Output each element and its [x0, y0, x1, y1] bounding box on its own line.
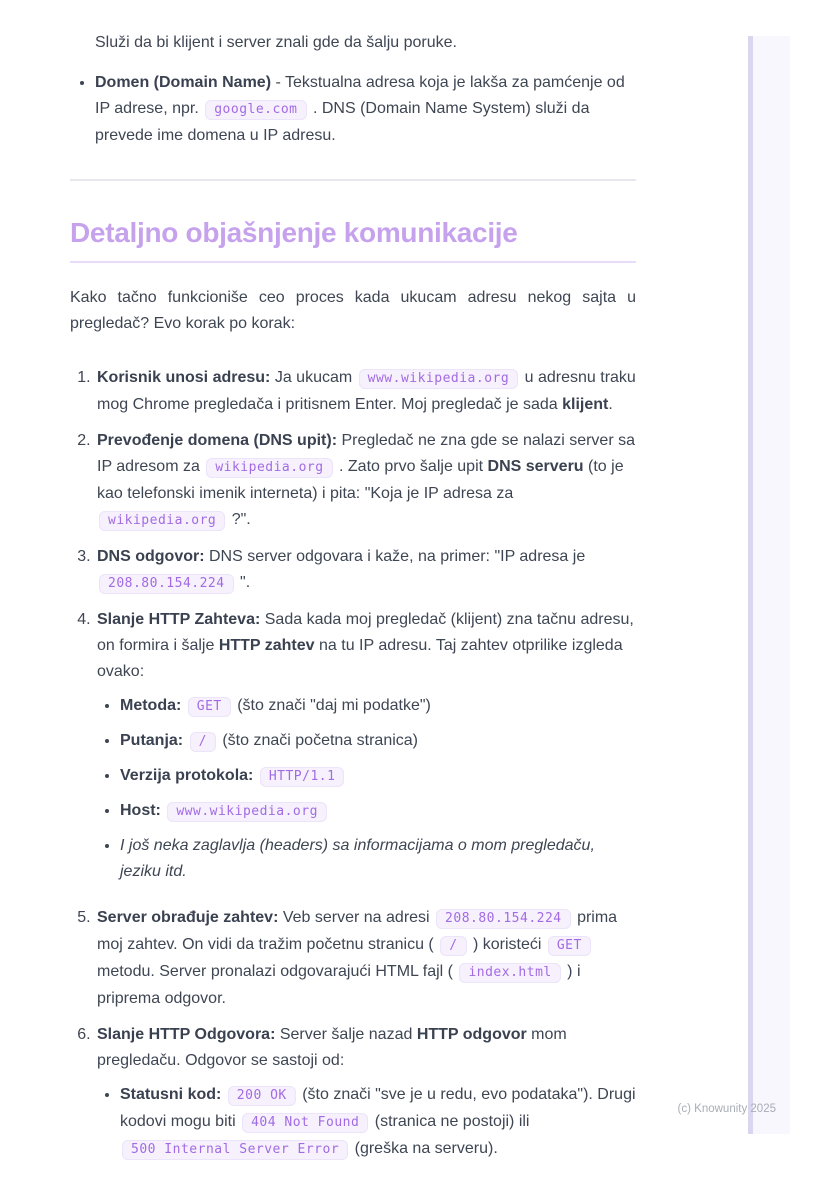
bold-text: Slanje HTTP Zahteva: — [97, 611, 261, 628]
domen-bullet-list — [70, 70, 636, 149]
steps-list — [70, 365, 636, 1163]
step-item-6-text: Slanje HTTP Odgovora: Server šalje nazad HTTP odgovor mom pregledaču. Odgovor se sastoji od: — [97, 1026, 567, 1069]
domen-bullet-item: • Domen (Domain Name) - Tekstualna adresa koja je lakša za pamćenje od IP adrese, npr. google.com . DNS (Domain Name System) služi da prevede ime domena u IP adresu. — [95, 70, 636, 149]
intro-paragraph: Kako tačno funkcioniše ceo proces kada ukucam adresu nekog sajta u pregledač? Evo korak po korak: — [70, 289, 636, 332]
inline-code-chip: index.html — [459, 963, 560, 983]
inline-code-chip: 208.80.154.224 — [436, 909, 571, 929]
step-item-2: 2. Prevođenje domena (DNS upit): Pregledač ne zna gde se nalazi server sa IP adresom za wikipedia.org . Zato prvo šalje upit DNS serveru (to je kao telefonski imenik interneta) i pita: "Koja je IP adresa za wikipedia.org ?". — [95, 428, 636, 534]
inline-code-chip: www.wikipedia.org — [359, 369, 519, 389]
step-item-3: 3. DNS odgovor: DNS server odgovara i kaže, na primer: "IP adresa je 208.80.154.224 ". — [95, 544, 636, 597]
inline-code-chip: wikipedia.org — [206, 458, 332, 478]
bold-text: Prevođenje domena (DNS upit): — [97, 432, 338, 449]
inline-code-chip: wikipedia.org — [99, 511, 225, 531]
inline-code-chip: GET — [548, 936, 591, 956]
http-response-sublist — [97, 1082, 636, 1163]
inline-code-chip: HTTP/1.1 — [260, 767, 345, 787]
step-item-6 — [95, 1022, 636, 1163]
bold-text: Server obrađuje zahtev: — [97, 909, 279, 926]
bold-text: Domen (Domain Name) — [95, 74, 272, 91]
bold-text: HTTP zahtev — [218, 637, 315, 654]
sub-item-statusni-kod: • Statusni kod: 200 OK (što znači "sve je u redu, evo podataka"). Drugi kodovi mogu biti 404 Not Found (stranica ne postoji) ili 500 Internal Server Error (greška na serveru). — [120, 1082, 636, 1163]
bold-text: Metoda: — [120, 697, 182, 714]
bold-text: Verzija protokola: — [120, 767, 254, 784]
inline-code-chip: GET — [188, 697, 231, 717]
inline-code-chip: 404 Not Found — [242, 1113, 368, 1133]
bold-text: Host: — [120, 802, 161, 819]
section-heading: Detaljno objašnjenje komunikacije — [70, 217, 636, 263]
step-item-1: 1. Korisnik unosi adresu: Ja ukucam www.wikipedia.org u adresnu traku mog Chrome pregledača i pritisnem Enter. Moj pregledač je sada klijent. — [95, 365, 636, 418]
bold-text: klijent — [562, 396, 609, 413]
inline-code-chip: / — [190, 732, 216, 752]
inline-code-chip: google.com — [205, 100, 306, 120]
document-body — [70, 0, 636, 1183]
http-request-sublist — [97, 693, 636, 885]
sub-item-headers-note — [120, 833, 636, 885]
italic-text: I još neka zaglavlja (headers) sa informacijama o mom pregledaču, jeziku itd. — [120, 837, 595, 880]
inline-code-chip: / — [440, 936, 466, 956]
bold-text: Statusni kod: — [120, 1086, 222, 1103]
inline-code-chip: 208.80.154.224 — [99, 574, 234, 594]
sub-item-metoda: • Metoda: GET (što znači "daj mi podatke") — [120, 693, 636, 720]
inline-code-chip: www.wikipedia.org — [167, 802, 327, 822]
step-item-4-text: Slanje HTTP Zahteva: Sada kada moj pregledač (klijent) zna tačnu adresu, on formira i šalje HTTP zahtev na tu IP adresu. Taj zahtev otprilike izgleda ovako: — [97, 611, 634, 680]
bold-text: DNS odgovor: — [97, 548, 205, 565]
sub-item-host — [120, 798, 636, 825]
right-page-strip — [748, 36, 790, 1134]
footer-copyright: (c) Knowunity 2025 — [677, 1103, 776, 1115]
bold-text: HTTP odgovor — [416, 1026, 527, 1043]
sub-item-verzija — [120, 763, 636, 790]
section-divider — [70, 179, 636, 181]
inline-code-chip: 500 Internal Server Error — [122, 1140, 348, 1160]
sub-item-putanja: • Putanja: / (što znači početna stranica) — [120, 728, 636, 755]
bold-text: Putanja: — [120, 732, 184, 749]
inline-code-chip: 200 OK — [228, 1086, 296, 1106]
bold-text: DNS serveru — [487, 458, 584, 475]
intro-line: Služi da bi klijent i server znali gde da šalju poruke. — [95, 34, 457, 51]
bold-text: Korisnik unosi adresu: — [97, 369, 271, 386]
bold-text: Slanje HTTP Odgovora: — [97, 1026, 276, 1043]
step-item-5: 5. Server obrađuje zahtev: Veb server na adresi 208.80.154.224 prima moj zahtev. On vidi da tražim početnu stranicu ( / ) koristeći GET metodu. Server pronalazi odgovarajući HTML fajl ( index.html ) i priprema odgovor. — [95, 905, 636, 1012]
step-item-4 — [95, 607, 636, 885]
